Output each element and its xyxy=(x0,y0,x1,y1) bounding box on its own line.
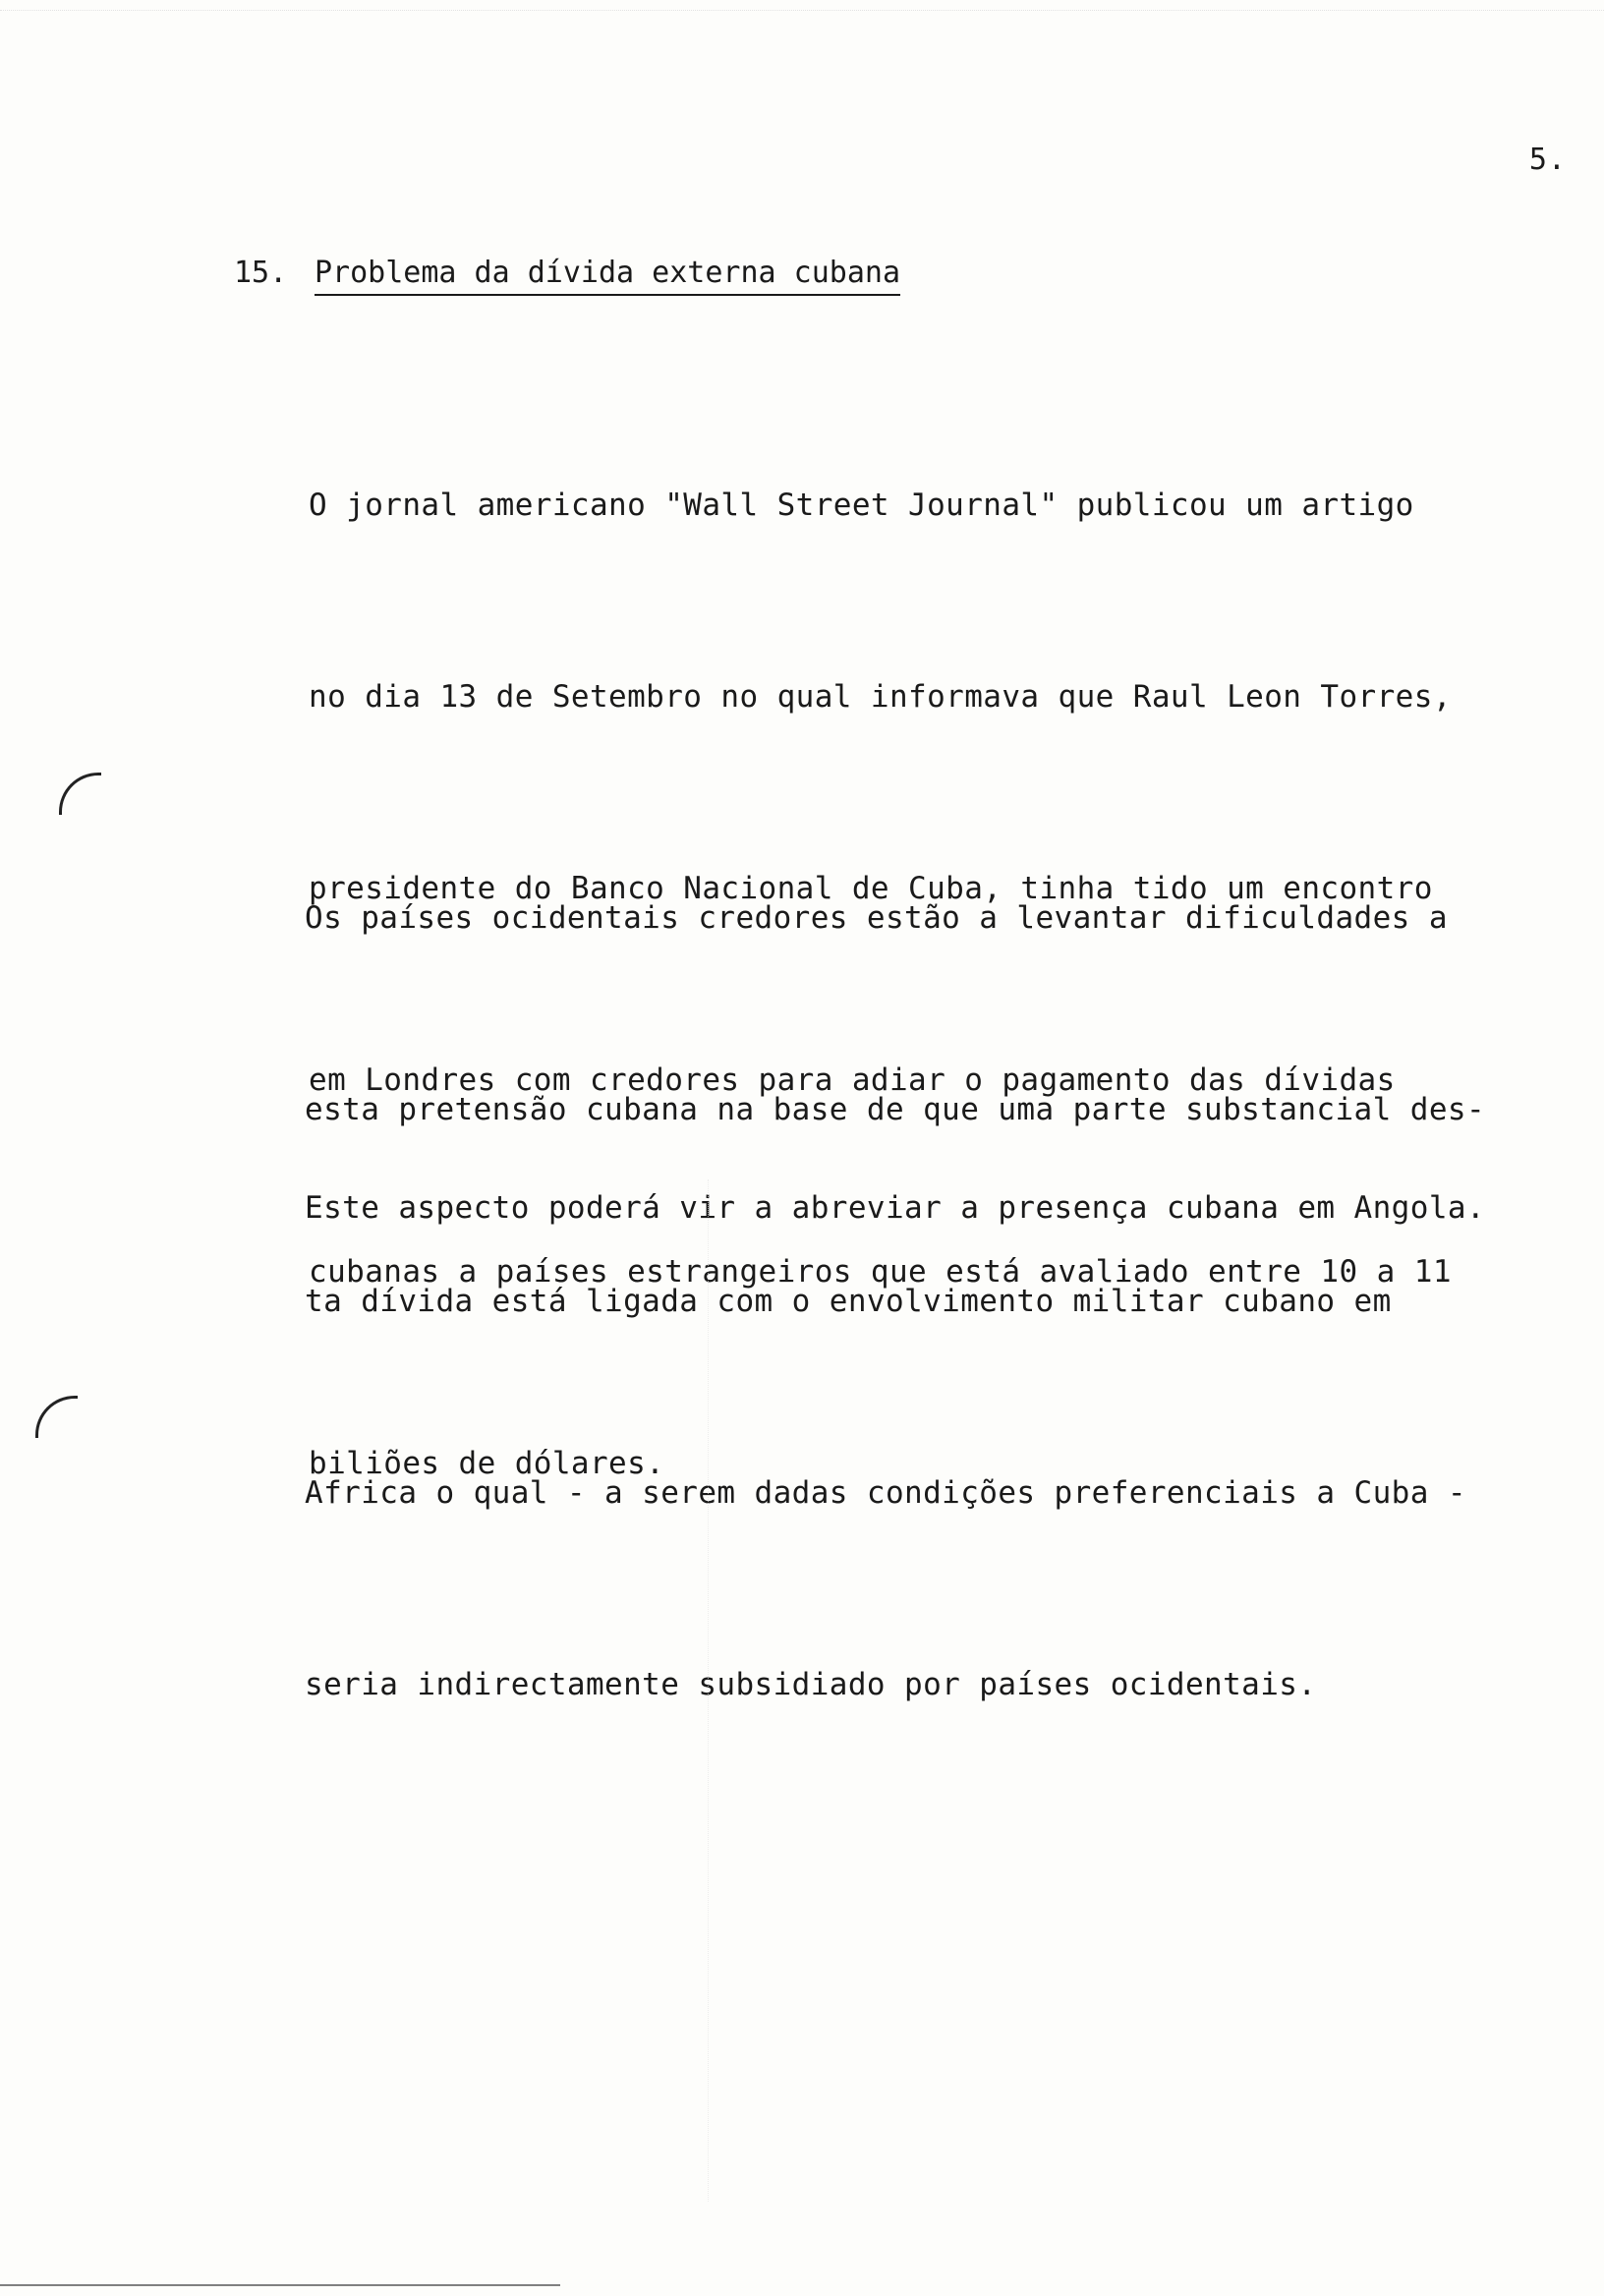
scan-bottom-line xyxy=(0,2284,560,2286)
paragraph-line: seria indirectamente subsidiado por países ocidentais. xyxy=(305,1667,1317,1702)
paragraph-line: presidente do Banco Nacional de Cuba, tinha tido um encontro xyxy=(309,871,1433,906)
paragraph-line: Africa o qual - a serem dadas condições preferenciais a Cuba - xyxy=(305,1475,1466,1511)
paragraph-line: em Londres com credores para adiar o pagamento das dívidas xyxy=(309,1062,1396,1098)
punch-hole-mark-icon xyxy=(59,773,101,815)
paragraph-line: O jornal americano "Wall Street Journal" publicou um artigo xyxy=(309,488,1414,523)
section-title: Problema da dívida externa cubana xyxy=(315,256,900,296)
paragraph-line: Este aspecto poderá vir a abreviar a presença cubana em Angola. xyxy=(305,1190,1486,1226)
page-number: 5. xyxy=(1528,143,1567,177)
paragraph-2 xyxy=(305,759,1485,1845)
paragraph-line: no dia 13 de Setembro no qual informava que Raul Leon Torres, xyxy=(309,679,1452,715)
paragraph-line: esta pretensão cubana na base de que uma parte substancial des- xyxy=(305,1092,1486,1127)
paragraph-line: biliões de dólares. xyxy=(309,1446,665,1481)
scan-top-noise xyxy=(0,10,1604,15)
paragraph-line: Os países ocidentais credores estão a levantar dificuldades a xyxy=(305,900,1448,936)
section-heading xyxy=(234,256,900,296)
paragraph-line: ta dívida está ligada com o envolvimento militar cubano em xyxy=(305,1284,1392,1319)
paragraph-3 xyxy=(305,1132,1485,1285)
punch-hole-mark-icon xyxy=(35,1396,78,1438)
section-number: 15. xyxy=(234,256,288,290)
paragraph-line: cubanas a países estrangeiros que está avaliado entre 10 a 11 xyxy=(309,1254,1452,1290)
scan-fold-dust xyxy=(708,1179,710,2202)
